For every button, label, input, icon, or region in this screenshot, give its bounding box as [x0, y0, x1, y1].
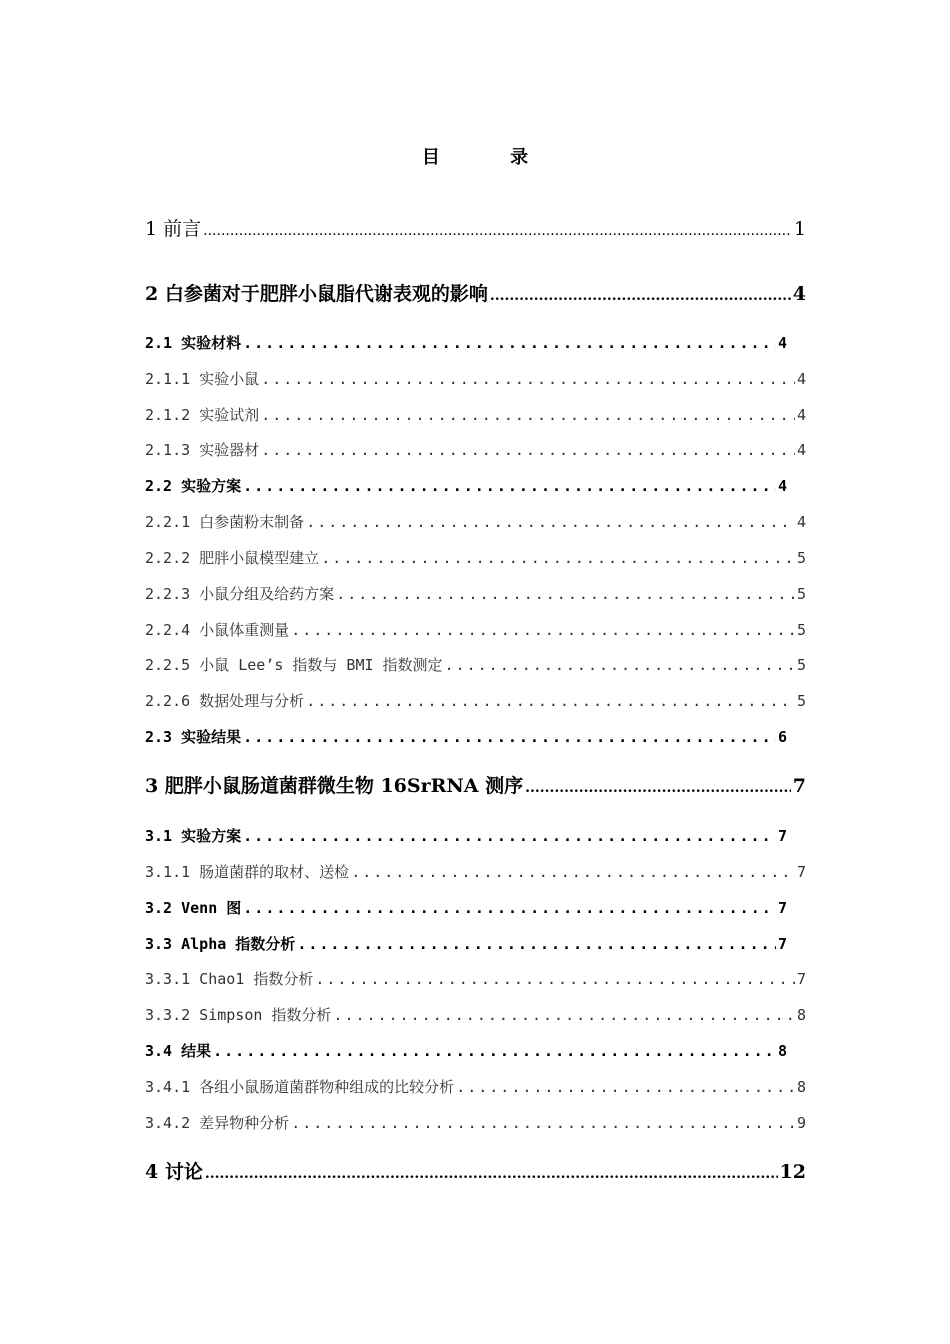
toc-entry-2-2-5[interactable]	[145, 654, 806, 675]
toc-entry-label: 4 讨论	[145, 1161, 203, 1183]
toc-entry-3-1[interactable]	[145, 825, 787, 846]
toc-entry-label: 2.1.1 实验小鼠	[145, 370, 260, 388]
toc-entry-2-1[interactable]	[145, 332, 787, 353]
toc-entry-3-3-1[interactable]	[145, 968, 806, 989]
toc-entry-3-4-1[interactable]	[145, 1076, 806, 1097]
toc-page-number: 4	[796, 370, 806, 388]
toc-entry-2-2-4[interactable]	[145, 619, 806, 640]
dot-leader	[291, 1114, 795, 1132]
toc-page-number: 4	[796, 513, 806, 531]
toc-entry-label: 3.1 实验方案	[145, 827, 242, 845]
toc-page-number: 7	[796, 970, 806, 988]
dot-leader	[321, 549, 795, 567]
dot-leader	[306, 513, 795, 531]
toc-page-number: 7	[777, 935, 787, 953]
toc-page-number: 4	[796, 406, 806, 424]
toc-entry-2-1-2[interactable]	[145, 404, 806, 425]
dot-leader	[243, 827, 776, 845]
toc-page-number: 7	[777, 899, 787, 917]
toc-entry-label: 2 白参菌对于肥胖小鼠脂代谢表观的影响	[145, 283, 488, 305]
toc-entry-label: 2.2.4 小鼠体重测量	[145, 621, 290, 639]
dot-leader	[213, 1042, 776, 1060]
dot-leader	[351, 863, 795, 881]
toc-page-number: 9	[796, 1114, 806, 1132]
toc-entry-label: 3 肥胖小鼠肠道菌群微生物 16SrRNA 测序	[145, 775, 524, 797]
toc-entry-label: 2.2 实验方案	[145, 477, 242, 495]
toc-entry-label: 2.2.2 肥胖小鼠模型建立	[145, 549, 320, 567]
toc-entry-3-4-2[interactable]	[145, 1112, 806, 1133]
toc-entry-label: 2.1.2 实验试剂	[145, 406, 260, 424]
toc-entry-3-1-1[interactable]	[145, 861, 806, 882]
toc-page-number: 8	[777, 1042, 787, 1060]
toc-entry-label: 3.4.2 差异物种分析	[145, 1114, 290, 1132]
dot-leader	[243, 477, 776, 495]
toc-entry-3-3-2[interactable]	[145, 1004, 806, 1025]
dot-leader	[243, 899, 776, 917]
toc-entry-2-2-1[interactable]	[145, 511, 806, 532]
dot-leader	[291, 621, 795, 639]
toc-entry-label: 2.3 实验结果	[145, 728, 242, 746]
toc-entry-label: 3.3.1 Chao1 指数分析	[145, 970, 314, 988]
toc-page-number: 4	[792, 283, 806, 305]
toc-entry-label: 2.2.1 白参菌粉末制备	[145, 513, 305, 531]
toc-entry-label: 2.2.5 小鼠 Lee’s 指数与 BMI 指数测定	[145, 656, 443, 674]
toc-page-number: 1	[793, 218, 806, 240]
dot-leader	[261, 370, 795, 388]
toc-entry-label: 2.2.3 小鼠分组及给药方案	[145, 585, 335, 603]
toc-entry-label: 2.1 实验材料	[145, 334, 242, 352]
toc-entry-chapter-4[interactable]	[145, 1157, 806, 1184]
toc-entry-label: 3.1.1 肠道菌群的取材、送检	[145, 863, 350, 881]
toc-page-number: 4	[777, 477, 787, 495]
dot-leader	[306, 692, 795, 710]
toc-entry-2-2-3[interactable]	[145, 583, 806, 604]
toc-entry-3-4[interactable]	[145, 1040, 787, 1061]
toc-entry-chapter-3[interactable]	[145, 771, 806, 798]
dot-leader	[456, 1078, 795, 1096]
toc-page-number: 5	[796, 656, 806, 674]
toc-entry-label: 3.4.1 各组小鼠肠道菌群物种组成的比较分析	[145, 1078, 455, 1096]
toc-page-number: 8	[796, 1006, 806, 1024]
toc-page-number: 4	[777, 334, 787, 352]
dot-leader	[525, 780, 791, 796]
toc-entry-label: 3.4 结果	[145, 1042, 212, 1060]
dot-leader	[261, 441, 795, 459]
toc-page-number: 5	[796, 585, 806, 603]
toc-page-number: 4	[796, 441, 806, 459]
toc-entry-label: 1 前言	[145, 218, 202, 240]
dot-leader	[297, 935, 776, 953]
dot-leader	[203, 223, 792, 239]
toc-page-number: 5	[796, 621, 806, 639]
dot-leader	[243, 334, 776, 352]
toc-page-number: 7	[792, 775, 806, 797]
toc-entry-2-2-2[interactable]	[145, 547, 806, 568]
toc-entry-3-3[interactable]	[145, 933, 787, 954]
dot-leader	[490, 288, 791, 304]
toc-entry-2-2[interactable]	[145, 475, 787, 496]
toc-entry-2-3[interactable]	[145, 726, 787, 747]
toc-entry-3-2[interactable]	[145, 897, 787, 918]
toc-page-number: 6	[777, 728, 787, 746]
toc-entry-label: 3.2 Venn 图	[145, 899, 242, 917]
toc-page-number: 8	[796, 1078, 806, 1096]
dot-leader	[336, 585, 795, 603]
toc-page-number: 5	[796, 549, 806, 567]
dot-leader	[243, 728, 776, 746]
dot-leader	[333, 1006, 795, 1024]
dot-leader	[205, 1166, 778, 1182]
toc-page-number: 7	[777, 827, 787, 845]
toc-entry-2-2-6[interactable]	[145, 690, 806, 711]
toc-page-number: 5	[796, 692, 806, 710]
toc-page-number: 7	[796, 863, 806, 881]
toc-entry-label: 2.2.6 数据处理与分析	[145, 692, 305, 710]
dot-leader	[261, 406, 795, 424]
toc-title: 目 录	[421, 147, 561, 168]
dot-leader	[445, 656, 795, 674]
toc-entry-label: 3.3 Alpha 指数分析	[145, 935, 296, 953]
dot-leader	[315, 970, 795, 988]
toc-entry-2-1-3[interactable]	[145, 439, 806, 460]
toc-page-number: 12	[779, 1161, 806, 1183]
toc-entry-2-1-1[interactable]	[145, 368, 806, 389]
toc-entry-label: 3.3.2 Simpson 指数分析	[145, 1006, 332, 1024]
toc-entry-label: 2.1.3 实验器材	[145, 441, 260, 459]
toc-entry-chapter-2[interactable]	[145, 279, 806, 306]
toc-entry-preface[interactable]	[145, 214, 806, 241]
